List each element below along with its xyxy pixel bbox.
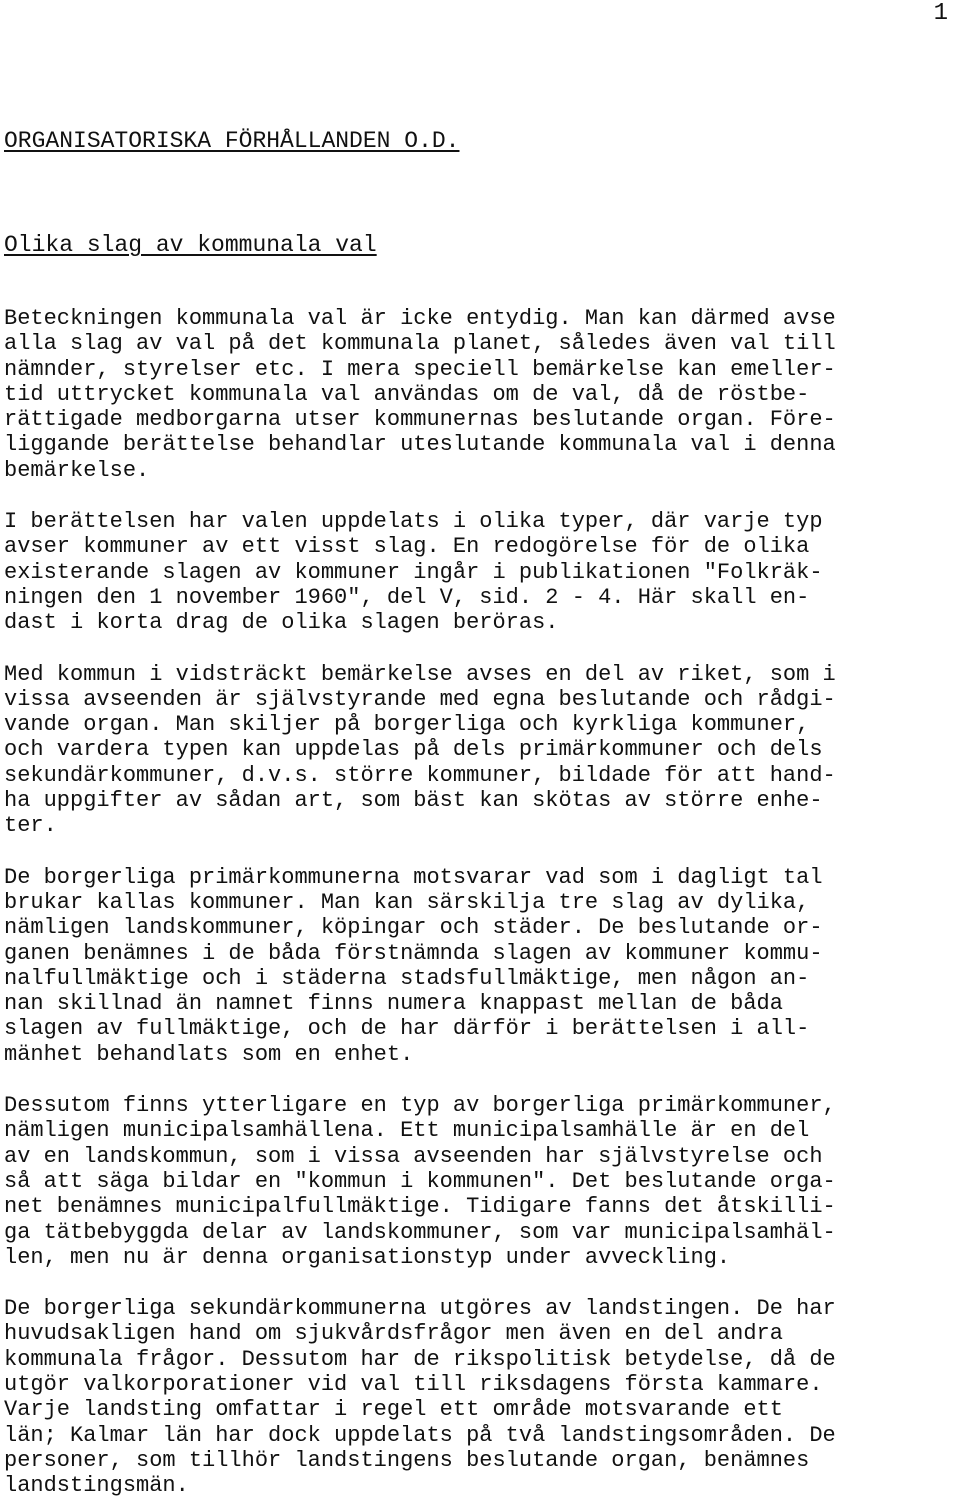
- text-line: bemärkelse.: [4, 457, 150, 483]
- text-line: existerande slagen av kommuner ingår i publikationen "Folkräk-: [4, 559, 823, 585]
- text-line: rättigade medborgarna utser kommunernas beslutande organ. Före-: [4, 407, 836, 433]
- text-line: län; Kalmar län har dock uppdelats på två landstingsområden. De: [4, 1422, 836, 1448]
- page-title: ORGANISATORISKA FÖRHÅLLANDEN O.D.: [4, 128, 460, 154]
- text-line: Varje landsting omfattar i regel ett område motsvarande ett: [4, 1397, 783, 1423]
- text-line: och vardera typen kan uppdelas på dels primärkommuner och dels: [4, 737, 823, 763]
- text-line: ha uppgifter av sådan art, som bäst kan skötas av större enhe-: [4, 788, 823, 814]
- paragraph: [4, 306, 956, 483]
- text-line: landstingsmän.: [4, 1473, 189, 1499]
- text-line: sekundärkommuner, d.v.s. större kommuner, bildade för att hand-: [4, 762, 836, 788]
- text-line: nämnder, styrelser etc. I mera speciell bemärkelse kan emeller-: [4, 356, 836, 382]
- text-line: vande organ. Man skiljer på borgerliga och kyrkliga kommuner,: [4, 712, 810, 738]
- text-line: nan skillnad än namnet finns numera knappast mellan de båda: [4, 991, 783, 1017]
- text-line: ter.: [4, 813, 57, 839]
- text-line: nämligen municipalsamhällena. Ett municipalsamhälle är en del: [4, 1118, 810, 1144]
- text-line: ga tätbebyggda delar av landskommuner, som var municipalsamhäl-: [4, 1219, 836, 1245]
- text-line: De borgerliga primärkommunerna motsvarar vad som i dagligt tal: [4, 864, 823, 890]
- paragraph: [4, 865, 956, 1067]
- text-line: ganen benämnes i de båda förstnämnda slagen av kommuner kommu-: [4, 940, 823, 966]
- text-line: vissa avseenden är självstyrande med egna beslutande och rådgi-: [4, 686, 836, 712]
- text-line: brukar kallas kommuner. Man kan särskilja tre slag av dylika,: [4, 889, 810, 915]
- text-line: ningen den 1 november 1960", del V, sid. 2 - 4. Här skall en-: [4, 584, 810, 610]
- text-line: avser kommuner av ett visst slag. En redogörelse för de olika: [4, 534, 810, 560]
- text-line: dast i korta drag de olika slagen beröras.: [4, 610, 559, 636]
- text-line: Dessutom finns ytterligare en typ av borgerliga primärkommuner,: [4, 1093, 836, 1119]
- text-line: slagen av fullmäktige, och de har därför i berättelsen i all-: [4, 1016, 810, 1042]
- text-line: nämligen landskommuner, köpingar och städer. De beslutande or-: [4, 915, 823, 941]
- text-line: tid uttrycket kommunala val användas om de val, då de röstbe-: [4, 381, 810, 407]
- paragraph-gap: [4, 636, 956, 662]
- text-line: alla slag av val på det kommunala planet, således även val till: [4, 331, 836, 357]
- text-line: Beteckningen kommunala val är icke entydig. Man kan därmed avse: [4, 306, 836, 331]
- text-line: Med kommun i vidsträckt bemärkelse avses en del av riket, som i: [4, 661, 836, 687]
- text-line: personer, som tillhör landstingens beslutande organ, benämnes: [4, 1447, 810, 1473]
- text-line: net benämnes municipalfullmäktige. Tidigare fanns det åtskilli-: [4, 1194, 836, 1220]
- text-line: kommunala frågor. Dessutom har de rikspolitisk betydelse, då de: [4, 1346, 836, 1372]
- paragraph: [4, 1296, 956, 1498]
- text-line: I berättelsen har valen uppdelats i olika typer, där varje typ: [4, 509, 823, 535]
- document-body: [4, 306, 956, 1498]
- text-line: nalfullmäktige och i städerna stadsfullmäktige, men någon an-: [4, 965, 810, 991]
- paragraph: [4, 1093, 956, 1270]
- text-line: huvudsakligen hand om sjukvårdsfrågor men även en del andra: [4, 1321, 783, 1347]
- paragraph-gap: [4, 1067, 956, 1093]
- text-line: mänhet behandlats som en enhet.: [4, 1041, 414, 1067]
- paragraph-gap: [4, 483, 956, 509]
- paragraph: [4, 662, 956, 839]
- text-line: utgör valkorporationer vid val till riksdagens första kammare.: [4, 1371, 823, 1397]
- section-title: Olika slag av kommunala val: [4, 232, 377, 258]
- text-line: av en landskommun, som i vissa avseenden har självstyrelse och: [4, 1143, 823, 1169]
- paragraph-gap: [4, 839, 956, 865]
- text-line: liggande berättelse behandlar uteslutande kommunala val i denna: [4, 432, 836, 458]
- text-line: len, men nu är denna organisationstyp under avveckling.: [4, 1244, 731, 1270]
- page-number: 1: [933, 0, 948, 27]
- paragraph-gap: [4, 1270, 956, 1296]
- paragraph: [4, 509, 956, 635]
- text-line: så att säga bildar en "kommun i kommunen". Det beslutande orga-: [4, 1168, 836, 1194]
- text-line: De borgerliga sekundärkommunerna utgöres av landstingen. De har: [4, 1296, 836, 1322]
